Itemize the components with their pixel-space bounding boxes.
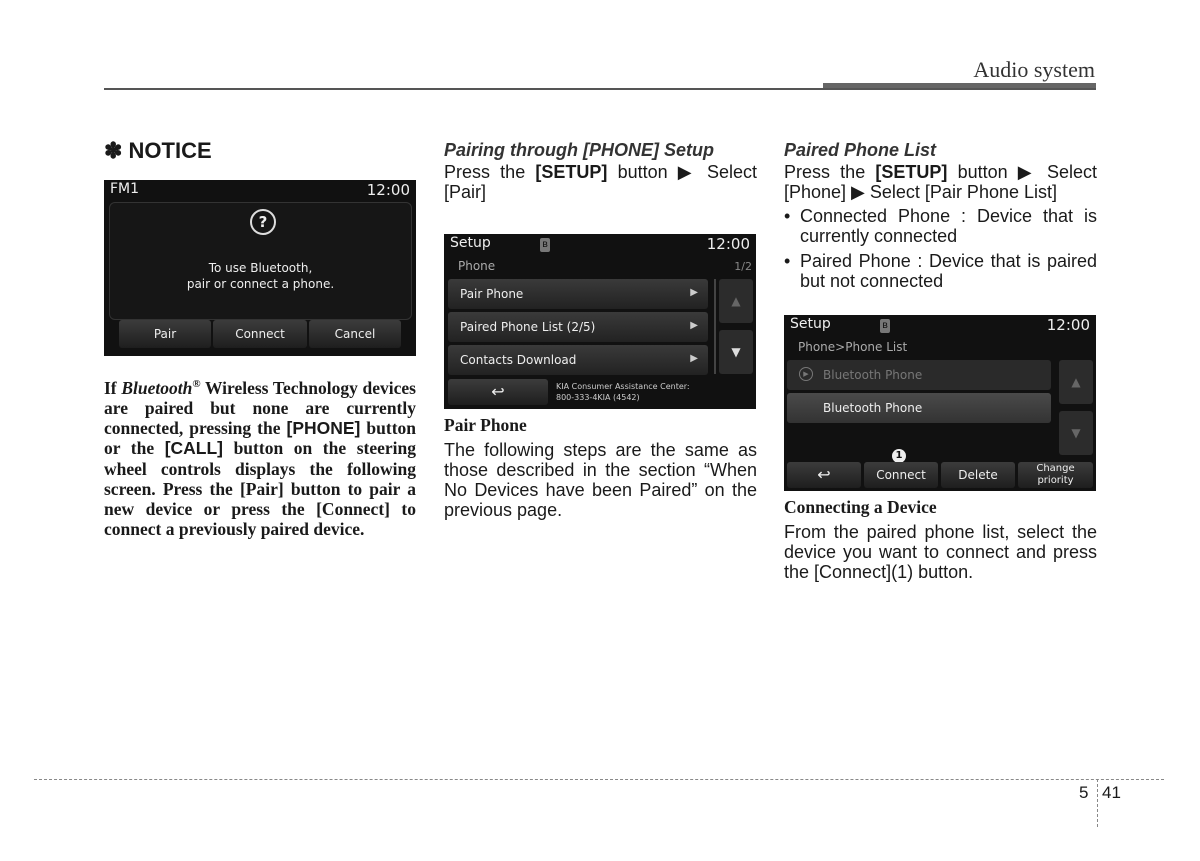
scroll-up-button[interactable]: ▲ bbox=[1059, 360, 1093, 404]
scroll-down-button[interactable]: ▼ bbox=[1059, 411, 1093, 455]
paired-list-column bbox=[784, 138, 1097, 582]
menu-item-paired-phone-list[interactable]: Paired Phone List (2/5) ▶ bbox=[448, 312, 708, 342]
notice-column bbox=[104, 138, 416, 539]
scroll-down-button[interactable]: ▼ bbox=[719, 330, 753, 374]
chevron-right-icon: ▶ bbox=[690, 320, 698, 331]
list-item-connected-phone[interactable]: ▶ Bluetooth Phone bbox=[787, 360, 1051, 390]
notice-body: If Bluetooth® Wireless Technology devices are paired but none are currently connected, pressing the [PHONE] button or the [CALL] button on the steering wheel controls displays the following screen. Press the [Pair] button to pair a new device or press the [Connect] to connect a previously paired device. bbox=[104, 377, 417, 540]
paired-list-bullets bbox=[784, 206, 1097, 291]
pair-phone-body: The following steps are the same as those described in the section “When No Devices have been Paired” on the previous page. bbox=[444, 440, 757, 520]
play-circle-icon: ▶ bbox=[799, 367, 813, 381]
question-circle-icon: ? bbox=[250, 209, 276, 235]
notice-title: ✽ NOTICE bbox=[104, 138, 212, 163]
assistance-info: KIA Consumer Assistance Center: 800-333-4KIA (4542) bbox=[556, 382, 690, 402]
change-priority-button[interactable]: Change priority bbox=[1018, 462, 1093, 488]
screen-title: Setup bbox=[790, 316, 831, 332]
screen-time: 12:00 bbox=[1046, 316, 1090, 334]
phone-list-screen bbox=[784, 315, 1096, 491]
screen-title: Setup bbox=[450, 235, 491, 251]
screen-subheader: Phone>Phone List bbox=[798, 340, 908, 354]
connecting-body: From the paired phone list, select the device you want to connect and press the [Connect](1) button. bbox=[784, 522, 1097, 582]
screen-time: 12:00 bbox=[706, 235, 750, 253]
list-item-paired-phone[interactable]: Bluetooth Phone bbox=[787, 393, 1051, 423]
pair-phone-caption: Pair Phone bbox=[444, 415, 527, 435]
setup-phone-screen bbox=[444, 234, 756, 409]
dialog-message: To use Bluetooth, pair or connect a phone. bbox=[186, 261, 335, 291]
paired-list-instruction: Press the [SETUP] button ▶ Select [Phone] ▶ Select [Pair Phone List] bbox=[784, 162, 1097, 202]
screen-time: 12:00 bbox=[366, 181, 410, 199]
chevron-right-icon: ▶ bbox=[690, 353, 698, 364]
bluetooth-icon: ʙ bbox=[540, 238, 550, 252]
footer-divider bbox=[1097, 779, 1098, 827]
screen-subheader: Phone bbox=[458, 259, 496, 273]
chevron-right-icon: ▶ bbox=[690, 287, 698, 298]
back-button[interactable] bbox=[787, 462, 861, 488]
page-indicator: 1/2 bbox=[734, 260, 752, 273]
connect-button[interactable]: Connect bbox=[864, 462, 938, 488]
list-item: • Paired Phone : Device that is paired but not connected bbox=[784, 251, 1097, 291]
paired-list-title: Paired Phone List bbox=[784, 140, 937, 160]
notice-screen bbox=[104, 180, 416, 356]
cancel-button[interactable]: Cancel bbox=[309, 320, 401, 348]
back-arrow-icon: ↩ bbox=[491, 382, 505, 401]
back-button[interactable] bbox=[448, 379, 548, 405]
connect-button[interactable]: Connect bbox=[213, 320, 307, 348]
back-arrow-icon: ↩ bbox=[817, 465, 831, 484]
menu-item-pair-phone[interactable]: Pair Phone ▶ bbox=[448, 279, 708, 309]
header-rule bbox=[104, 88, 1096, 90]
pairing-instruction: Press the [SETUP] button ▶ Select [Pair] bbox=[444, 162, 757, 202]
footer-rule bbox=[34, 779, 1164, 780]
bluetooth-icon: ʙ bbox=[880, 319, 890, 333]
pairing-column bbox=[444, 138, 757, 520]
connecting-caption: Connecting a Device bbox=[784, 497, 937, 517]
screen-source: FM1 bbox=[110, 181, 140, 197]
chapter-number: 5 bbox=[1079, 783, 1089, 802]
scroll-track bbox=[714, 279, 716, 374]
list-item: • Connected Phone : Device that is currently connected bbox=[784, 206, 1097, 246]
dialog-panel bbox=[109, 202, 412, 320]
delete-button[interactable]: Delete bbox=[941, 462, 1015, 488]
scroll-up-button[interactable]: ▲ bbox=[719, 279, 753, 323]
page-number: 41 bbox=[1102, 783, 1121, 802]
callout-marker: 1 bbox=[892, 449, 906, 463]
pairing-title: Pairing through [PHONE] Setup bbox=[444, 140, 714, 160]
pair-button[interactable]: Pair bbox=[119, 320, 211, 348]
page-header-title: Audio system bbox=[973, 57, 1095, 82]
menu-item-contacts-download[interactable]: Contacts Download ▶ bbox=[448, 345, 708, 375]
